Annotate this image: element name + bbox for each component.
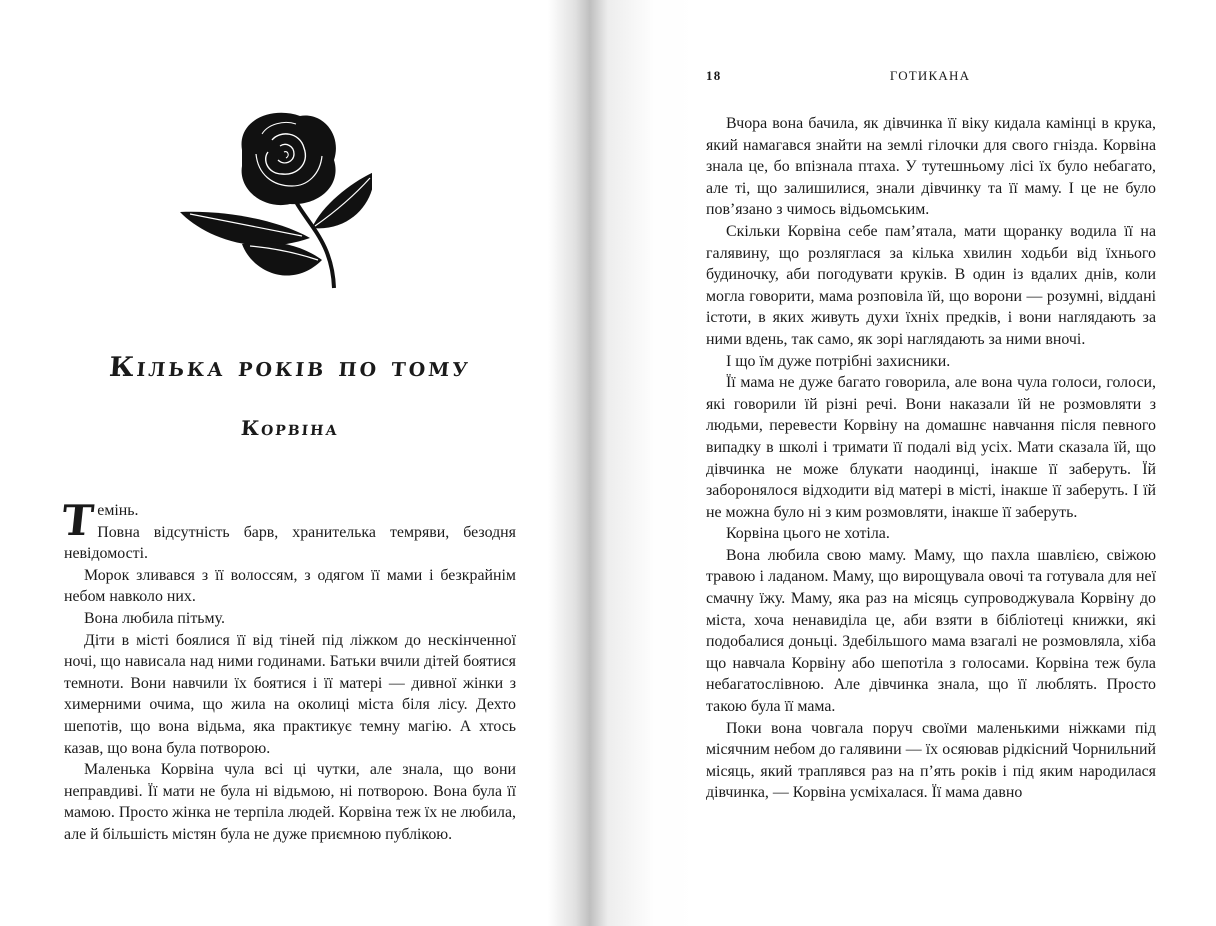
- paragraph: Поки вона човгала поруч своїми маленькими ніжками під місячним небом до галявини — їх осяював рідкісний Чорнильний місяць, який траплявся раз на п’ять років і під яким народилася дівчинка, — Корвіна усміхалася. Її мама давно: [706, 719, 1156, 802]
- left-page-text: [59, 496, 516, 846]
- running-head: ГОТИКАНА: [889, 68, 971, 83]
- page-number: 18: [706, 68, 722, 83]
- paragraph: І що їм дуже потрібні захисники.: [726, 352, 951, 370]
- paragraph: Маленька Корвіна чула всі ці чутки, але знала, що вони неправдиві. Її мати не була ні відьмою, ні потворою. Вона була її мамою. Просто жінка не терпіла людей. Корвіна теж їх не любила, але й більшість містян була не дуже приємною публікою.: [64, 761, 516, 843]
- paragraph: Корвіна цього не хотіла.: [726, 525, 890, 543]
- paragraph: Морок зливався з її волоссям, з одягом її мами і безкрайнім небом навколо них.: [64, 566, 516, 606]
- chapter-title: Кілька років по тому: [108, 352, 472, 383]
- book-gutter-shadow: [548, 0, 698, 926]
- paragraph: Її мама не дуже багато говорила, але вона чула голоси, голоси, які говорили їй різні речі. Вони наказали їй не розмовляти з людьми, перевести Корвіну на домашнє навчання після певного випадку в школі і тримати її подалі від усіх. Мати сказала їй, що дівчинка не може блукати наодинці, інакше її заберуть. Їй заборонялося відходити від матері в місті, інакше її заберуть. І їй не можна було ні з ким розмовляти, інакше її заберуть.: [706, 374, 1156, 521]
- paragraph: Скільки Корвіна себе пам’ятала, мати щоранку водила її на галявину, що розляглася за кілька хвилин ходьби від їхнього будиночку, аби погодувати круків. В один із вдалих днів, коли могла говорити, мама розповіла їй, що ворони — розумні, віддані істоти, в яких живуть духи їхніх предків, і вони наглядають за ними вдень, так само, як зорі наглядають за ними вночі.: [706, 222, 1156, 348]
- paragraph: Повна відсутність барв, хранителька темряви, безодня невідомості.: [64, 523, 516, 563]
- paragraph: Вона любила свою маму. Маму, що пахла шавлією, свіжою травою і ладаном. Маму, що вирощувала овочі та готувала для неї смачну їжу. Маму, яка раз на місяць супроводжувала Корвіну до міста, хоча ненавиділа це, аби взяти в бібліотеці книжки, які подобалися доньці. Здебільшого мама взагалі не розмовляла, хіба що навчала Корвіну або шепотіла з голосами. Корвіна теж була небагатослівною. Але дівчинка знала, що її люблять. Просто такою була її мама.: [706, 546, 1156, 716]
- chapter-subtitle: Корвіна: [240, 416, 340, 440]
- rose-icon: [172, 110, 372, 290]
- paragraph: Діти в місті боялися її від тіней під ліжком до нескінченної ночі, що нависала над ними годинами. Батьки вчили дітей боятися темноти. Вони навчили їх боятися і її матері — дивної жінки з химерними очима, що жила на околиці міста біля лісу. Дехто шепотів, що вона відьма, яка практикує темну магію. А хтось казав, що вона була потворою.: [64, 631, 516, 757]
- paragraph: Вчора вона бачила, як дівчинка її віку кидала камінці в крука, який намагався знайти на землі гілочки для свого гнізда. Корвіна знала це, бо впізнала птаха. У тутешньому лісі їх було небагато, але ті, що залишилися, знали дівчинку та її маму. І це не було пов’язано з чимось відьомським.: [706, 115, 1156, 219]
- paragraph: емінь.: [97, 502, 139, 519]
- paragraph: Вона любила пітьму.: [84, 609, 225, 627]
- drop-cap: Т: [59, 496, 96, 545]
- right-page-text: [706, 113, 1156, 804]
